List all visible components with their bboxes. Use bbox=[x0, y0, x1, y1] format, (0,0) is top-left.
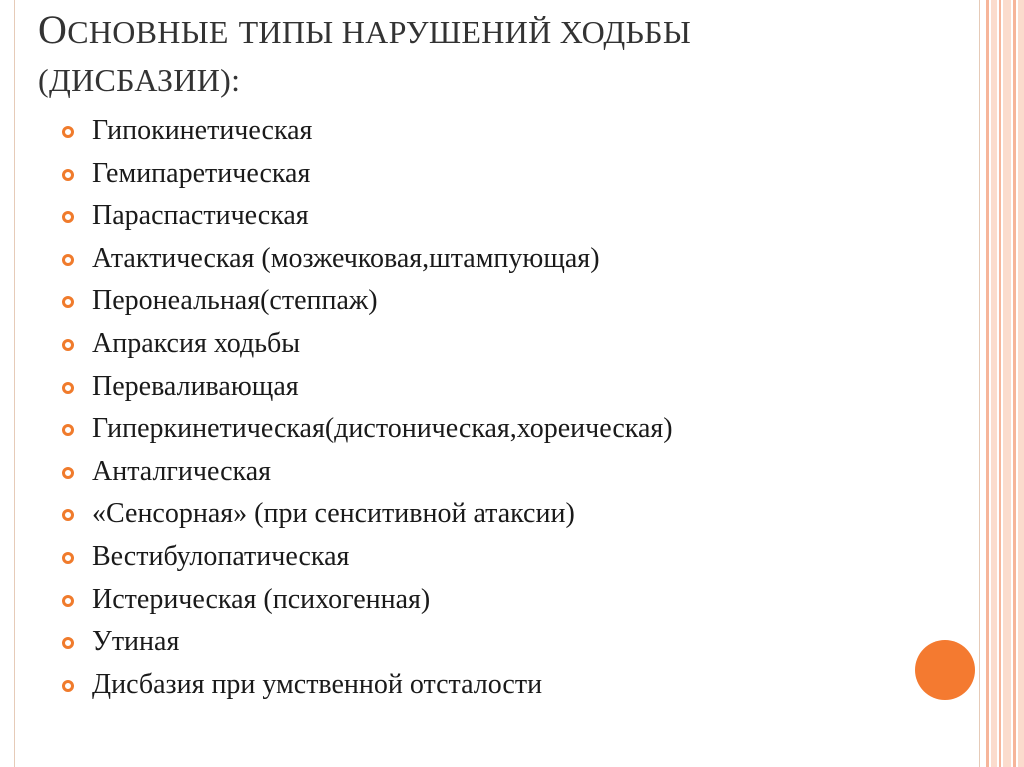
stripe-5 bbox=[1013, 0, 1016, 767]
ring-bullet-icon bbox=[62, 424, 74, 436]
list-item bbox=[62, 451, 673, 494]
ring-bullet-icon bbox=[62, 680, 74, 692]
gait-types-list bbox=[62, 110, 673, 706]
title-line-1 bbox=[38, 6, 918, 56]
ring-bullet-icon bbox=[62, 254, 74, 266]
title-initial: О bbox=[38, 7, 68, 52]
list-item-text: Гиперкинетическая(дистоническая,хореическая) bbox=[92, 413, 673, 445]
list-item bbox=[62, 280, 673, 323]
list-item-text: Переваливающая bbox=[92, 370, 299, 402]
ring-bullet-icon bbox=[62, 637, 74, 649]
list-item bbox=[62, 408, 673, 451]
list-item bbox=[62, 579, 673, 622]
stripe-2 bbox=[991, 0, 997, 767]
list-item-text: Гемипаретическая bbox=[92, 157, 311, 189]
list-item-text: Анталгическая bbox=[92, 455, 272, 487]
list-item-text: Дисбазия при умственной отсталости bbox=[92, 668, 543, 700]
list-item-text: Апраксия ходьбы bbox=[92, 327, 301, 359]
list-item bbox=[62, 153, 673, 196]
list-item-text: Гипокинетическая bbox=[92, 115, 313, 146]
slide-title bbox=[38, 6, 918, 104]
list-item bbox=[62, 110, 673, 153]
orange-circle-decoration bbox=[915, 640, 975, 700]
list-item-text: «Сенсорная» (при сенситивной атаксии) bbox=[92, 498, 575, 530]
stripe-3 bbox=[999, 0, 1001, 767]
list-item bbox=[62, 195, 673, 238]
list-item-text: Истерическая (психогенная) bbox=[92, 583, 431, 615]
list-item bbox=[62, 238, 673, 281]
ring-bullet-icon bbox=[62, 382, 74, 394]
ring-bullet-icon bbox=[62, 169, 74, 181]
title-word-1-rest: СНОВНЫЕ bbox=[67, 14, 229, 50]
title-line-1-rest: ТИПЫ НАРУШЕНИЙ ХОДЬБЫ bbox=[238, 14, 692, 50]
list-item bbox=[62, 536, 673, 579]
ring-bullet-icon bbox=[62, 467, 74, 479]
ring-bullet-icon bbox=[62, 126, 74, 138]
ring-bullet-icon bbox=[62, 211, 74, 223]
list-item bbox=[62, 664, 673, 707]
list-item-text: Атактическая (мозжечковая,штампующая) bbox=[92, 242, 600, 274]
list-item bbox=[62, 493, 673, 536]
ring-bullet-icon bbox=[62, 595, 74, 607]
list-item bbox=[62, 323, 673, 366]
ring-bullet-icon bbox=[62, 296, 74, 308]
list-item-text: Перонеальная(степпаж) bbox=[92, 285, 378, 317]
list-item bbox=[62, 621, 673, 664]
decorative-stripes bbox=[984, 0, 1024, 767]
title-line-2: (ДИСБАЗИИ): bbox=[38, 62, 241, 98]
stripe-1 bbox=[986, 0, 989, 767]
stripe-6 bbox=[1018, 0, 1024, 767]
ring-bullet-icon bbox=[62, 509, 74, 521]
ring-bullet-icon bbox=[62, 339, 74, 351]
list-item-text: Параспастическая bbox=[92, 200, 309, 232]
list-item-text: Утиная bbox=[92, 626, 180, 658]
stripe-4 bbox=[1003, 0, 1011, 767]
list-item-text: Вестибулопатическая bbox=[92, 540, 350, 572]
list-item bbox=[62, 366, 673, 409]
ring-bullet-icon bbox=[62, 552, 74, 564]
